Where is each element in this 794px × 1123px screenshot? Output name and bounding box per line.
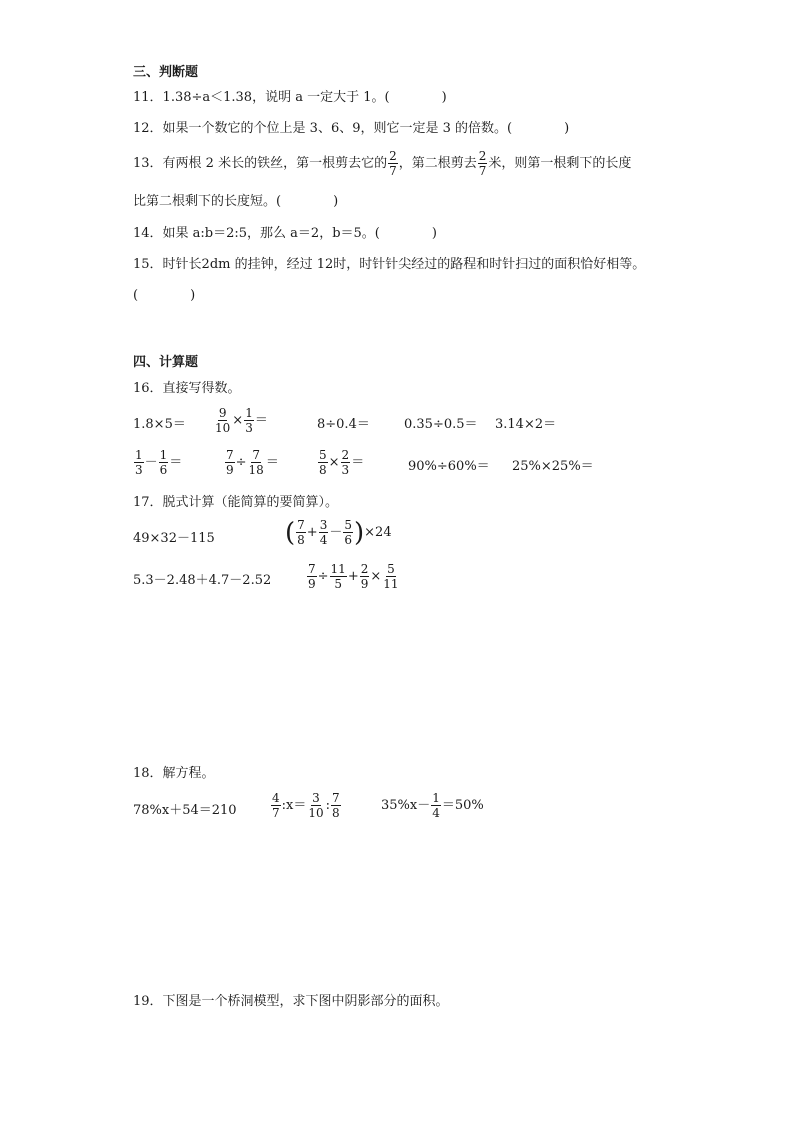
q16-r1c3: 8÷0.4＝	[317, 417, 370, 432]
fraction	[343, 519, 353, 546]
operator: +	[306, 525, 318, 540]
q13-f2-denominator: 7	[478, 164, 487, 178]
q17-expr-1: 49×32－115	[133, 531, 215, 546]
question-19-title: 19．下图是一个桥洞模型，求下图中阴影部分的面积。	[133, 994, 449, 1009]
question-13-line-2: 比第二根剩下的长度短。( )	[133, 194, 339, 209]
fraction	[134, 449, 144, 476]
eq-pre: 35%x－	[381, 798, 431, 813]
denominator: 9	[308, 577, 316, 591]
q16-r1c4: 0.35÷0.5＝	[404, 417, 478, 432]
eq-post: ＝50%	[441, 798, 484, 813]
q13-mid: ，第二根剪去	[398, 156, 477, 171]
question-11: 11．1.38÷a＜1.38，说明 a 一定大于 1。( )	[133, 90, 447, 105]
numerator: 4	[272, 791, 280, 805]
q18-eq-1: 78%x＋54＝210	[133, 803, 237, 818]
fraction	[159, 449, 169, 476]
q17-expr-3: 5.3－2.48＋4.7－2.52	[133, 573, 272, 588]
fraction	[360, 563, 370, 590]
colon: :	[325, 798, 331, 813]
numerator: 11	[330, 562, 346, 576]
equals: ＝	[254, 413, 268, 428]
fraction	[307, 792, 324, 819]
numerator: 5	[387, 562, 395, 576]
numerator: 7	[226, 448, 234, 462]
denominator: 8	[297, 533, 305, 547]
operator: ÷	[317, 569, 329, 584]
fraction	[382, 563, 399, 590]
numerator: 9	[218, 406, 227, 420]
q17-expr-4	[306, 563, 401, 590]
question-14: 14．如果 a:b＝2:5，那么 a＝2，b＝5。( )	[133, 226, 437, 241]
close-paren: )	[354, 517, 365, 548]
q16-r1c5: 3.14×2＝	[495, 417, 557, 432]
q17-expr-2	[285, 519, 392, 546]
denominator: 5	[334, 577, 342, 591]
operator: －	[144, 455, 158, 470]
question-16-title: 16．直接写得数。	[133, 381, 241, 396]
fraction	[307, 563, 317, 590]
numerator: 3	[319, 518, 328, 532]
q13-f2-numerator: 2	[478, 149, 487, 163]
operator: ×	[370, 569, 382, 584]
denominator: 3	[341, 463, 350, 477]
operator: ÷	[235, 455, 247, 470]
q16-r1c2	[213, 407, 268, 434]
question-12: 12．如果一个数它的个位上是 3、6、9，则它一定是 3 的倍数。( )	[133, 121, 570, 136]
q16-r2c3	[317, 449, 364, 476]
numerator: 3	[312, 791, 320, 805]
numerator: 7	[332, 791, 340, 805]
numerator: 5	[344, 518, 352, 532]
q16-r2c4: 90%÷60%＝	[408, 459, 490, 474]
numerator: 7	[252, 448, 260, 462]
fraction	[214, 407, 231, 434]
question-18-title: 18．解方程。	[133, 766, 215, 781]
equals: ＝	[351, 455, 365, 470]
fraction	[318, 449, 328, 476]
operator: ×	[232, 413, 244, 428]
q13-fraction-2	[478, 150, 488, 177]
denominator: 18	[248, 463, 264, 477]
q13-fraction-1	[388, 150, 398, 177]
fraction	[225, 449, 235, 476]
fraction	[331, 792, 341, 819]
q13-suffix: 米，则第一根剩下的长度	[488, 156, 632, 171]
denominator: 4	[319, 533, 328, 547]
fraction	[319, 519, 329, 546]
q16-r1c1: 1.8×5＝	[133, 417, 186, 432]
fraction	[431, 792, 441, 819]
denominator: 8	[332, 806, 340, 820]
numerator: 1	[432, 791, 440, 805]
question-13-line-1	[133, 150, 631, 177]
equals: ＝	[169, 455, 183, 470]
section-4-heading: 四、计算题	[133, 355, 199, 370]
q13-f1-numerator: 2	[389, 149, 397, 163]
q16-r2c2	[224, 449, 279, 476]
numerator: 7	[297, 518, 305, 532]
numerator: 1	[245, 406, 253, 420]
numerator: 2	[360, 562, 369, 576]
ratio-mid: :x＝	[281, 798, 307, 813]
denominator: 3	[245, 421, 253, 435]
denominator: 9	[226, 463, 234, 477]
denominator: 10	[215, 421, 231, 435]
numerator: 1	[159, 448, 168, 462]
numerator: 1	[135, 448, 143, 462]
q13-f1-denominator: 7	[389, 164, 397, 178]
fraction	[296, 519, 306, 546]
fraction	[330, 563, 347, 590]
fraction	[248, 449, 265, 476]
denominator: 7	[272, 806, 280, 820]
numerator: 7	[308, 562, 316, 576]
fraction	[271, 792, 281, 819]
question-15-line-1: 15．时针长2dm 的挂钟，经过 12时，时针针尖经过的路程和时针扫过的面积恰好相等。	[133, 257, 646, 272]
denominator: 9	[360, 577, 369, 591]
q13-prefix: 13．有两根 2 米长的铁丝，第一根剪去它的	[133, 156, 388, 171]
q16-r2c1	[133, 449, 182, 476]
numerator: 5	[319, 448, 327, 462]
fraction	[244, 407, 254, 434]
operator: ×	[328, 455, 340, 470]
section-3-heading: 三、判断题	[133, 65, 199, 80]
question-17-title: 17．脱式计算（能简算的要简算）。	[133, 495, 339, 510]
q16-r2c5: 25%×25%＝	[512, 459, 594, 474]
denominator: 6	[344, 533, 352, 547]
denominator: 10	[308, 806, 324, 820]
equals: ＝	[265, 455, 279, 470]
tail: ×24	[364, 525, 392, 540]
fraction	[341, 449, 351, 476]
denominator: 11	[383, 577, 399, 591]
question-15-line-2: ( )	[133, 288, 196, 303]
denominator: 4	[432, 806, 440, 820]
denominator: 3	[135, 463, 143, 477]
denominator: 6	[159, 463, 168, 477]
denominator: 8	[319, 463, 327, 477]
q18-eq-2	[270, 792, 342, 819]
operator: －	[329, 525, 343, 540]
q18-eq-3	[381, 792, 484, 819]
operator: +	[347, 569, 359, 584]
numerator: 2	[341, 448, 350, 462]
open-paren: (	[285, 517, 296, 548]
